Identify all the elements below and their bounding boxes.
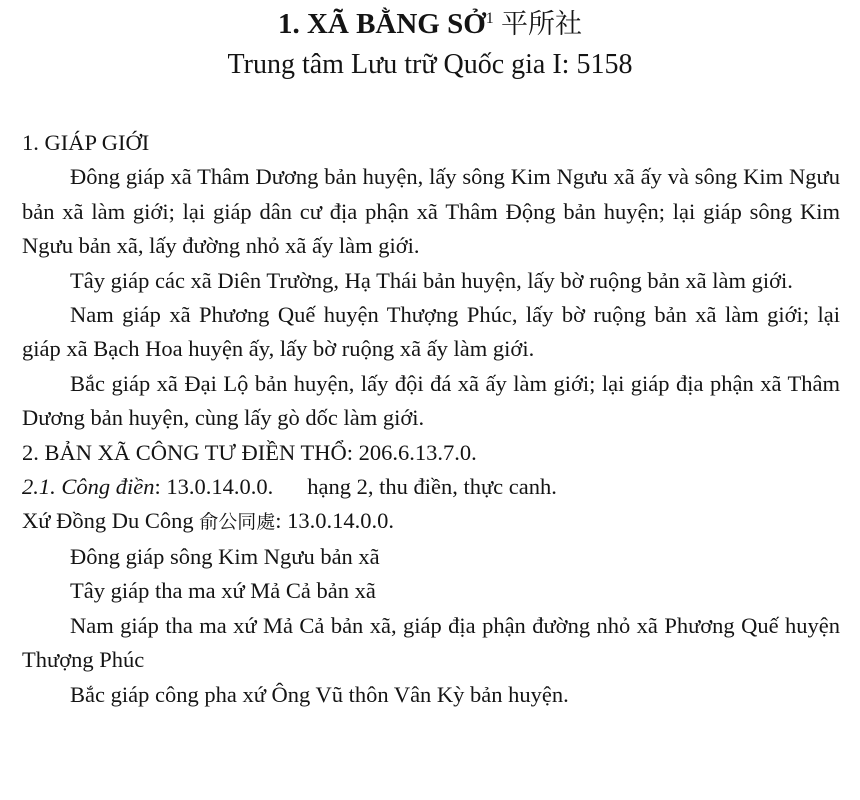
xu-prefix: Xứ Đồng Du Công	[22, 508, 200, 534]
footnote-marker[interactable]: 1	[485, 10, 494, 27]
section-heading-land: 2. BẢN XÃ CÔNG TƯ ĐIỀN THỔ: 206.6.13.7.0.	[22, 439, 477, 465]
xu-line	[22, 504, 840, 539]
cong-dien-note: hạng 2, thu điền, thực canh.	[307, 474, 557, 500]
cong-dien-line	[22, 470, 840, 504]
cong-dien-label: 2.1. Công điền	[22, 474, 155, 500]
document-body	[22, 126, 840, 712]
cong-dien-value: : 13.0.14.0.0.	[154, 474, 274, 500]
title-text: 1. XÃ BẰNG SỞ	[277, 8, 486, 40]
boundary-south: Nam giáp xã Phương Quế huyện Thượng Phúc, lấy bờ ruộng bản xã làm giới; lại giáp xã Bạch Hoa huyện ấy, lấy bờ ruộng xã ấy làm giới.	[22, 302, 840, 362]
xu-boundary-west: Tây giáp tha ma xứ Mả Cả bản xã	[70, 578, 376, 604]
xu-boundary-east: Đông giáp sông Kim Ngưu bản xã	[70, 543, 380, 569]
xu-value: : 13.0.14.0.0.	[275, 508, 394, 534]
xu-boundary-north: Bắc giáp công pha xứ Ông Vũ thôn Vân Kỳ bản huyện.	[70, 681, 569, 707]
boundary-east: Đông giáp xã Thâm Dương bản huyện, lấy sông Kim Ngưu xã ấy và sông Kim Ngưu bản xã làm giới; lại giáp dân cư địa phận xã Thâm Động bản huyện; lại giáp sông Kim Ngưu bản xã, lấy đường nhỏ xã ấy làm giới.	[22, 164, 840, 259]
xu-boundary-south: Nam giáp tha ma xứ Mả Cả bản xã, giáp địa phận đường nhỏ xã Phương Quế huyện Thượng Phúc	[22, 612, 840, 673]
title-han-characters: 平所社	[501, 9, 583, 40]
boundary-west: Tây giáp các xã Diên Trường, Hạ Thái bản huyện, lấy bờ ruộng bản xã làm giới.	[70, 267, 793, 293]
document-title	[0, 6, 860, 43]
section-heading-boundaries: 1. GIÁP GIỚI	[22, 130, 150, 155]
archive-reference: Trung tâm Lưu trữ Quốc gia I: 5158	[227, 49, 633, 80]
xu-han-characters: 俞公同處	[199, 511, 276, 534]
boundary-north: Bắc giáp xã Đại Lộ bản huyện, lấy đội đá xã ấy làm giới; lại giáp địa phận xã Thâm Dương bản huyện, cùng lấy gò dốc làm giới.	[22, 370, 840, 431]
